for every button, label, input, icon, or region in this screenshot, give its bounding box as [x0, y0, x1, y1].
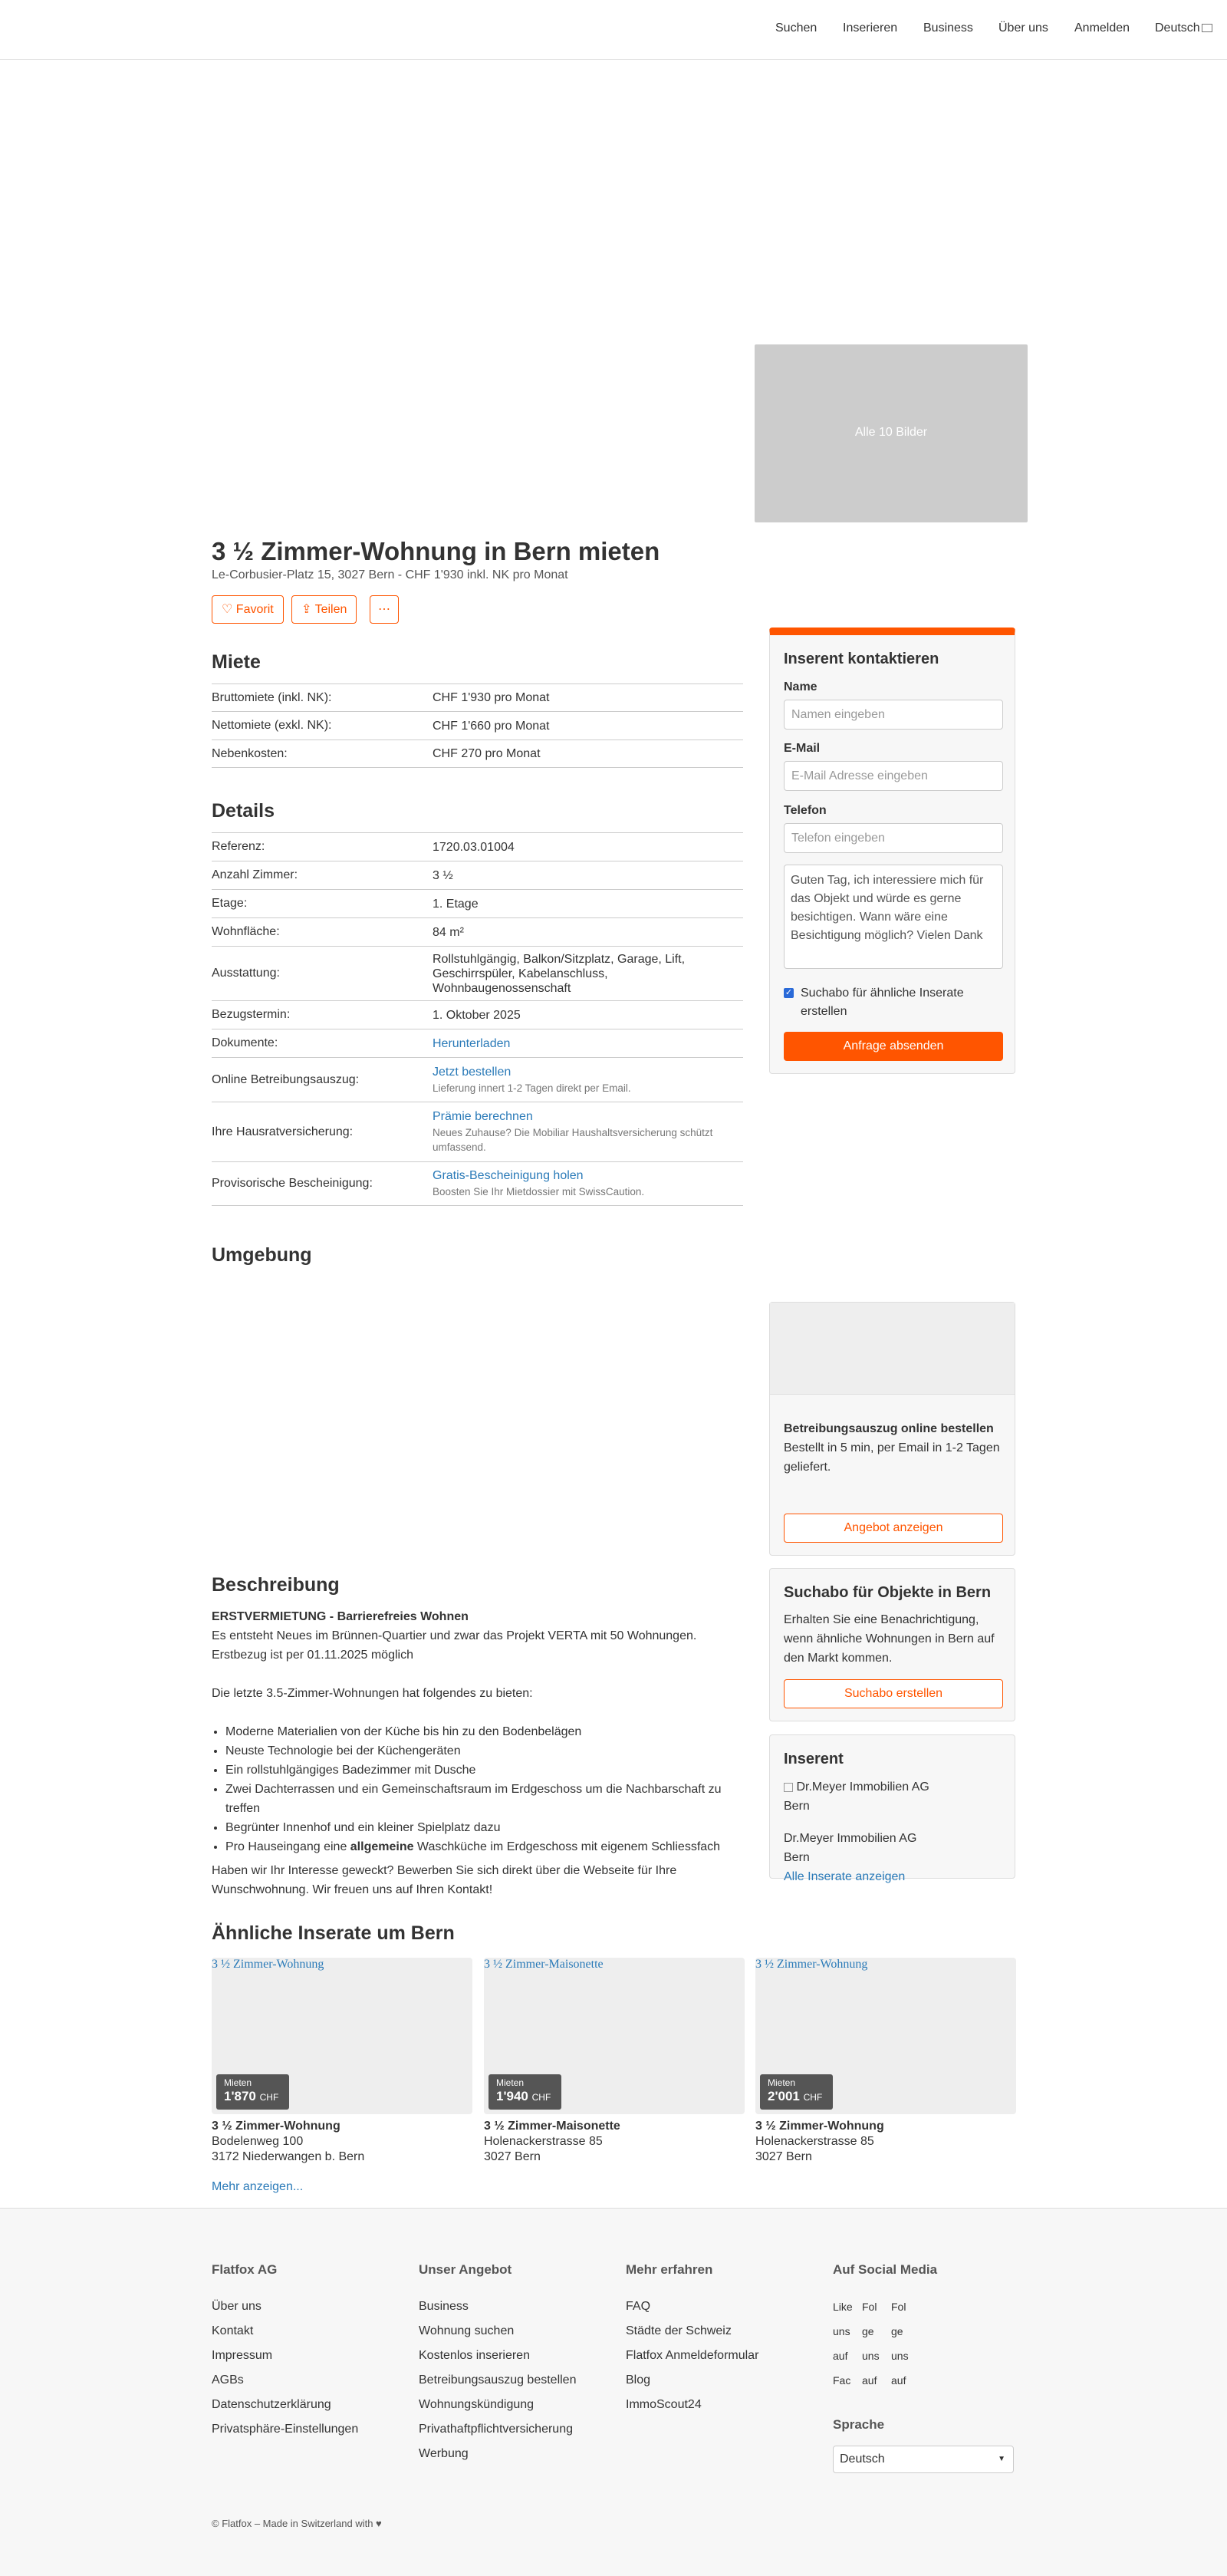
advertiser-heading: Inserent	[784, 1751, 844, 1767]
favorite-button[interactable]	[212, 595, 284, 624]
message-textarea[interactable]: Guten Tag, ich interessiere mich für das Objekt und würde es gerne besichtigen. Wann wäre eine Besichtigung möglich? Vielen Dank	[784, 865, 1003, 969]
image-alt: 3 ½ Zimmer-Wohnung	[212, 1958, 324, 1971]
currency: CHF	[803, 2092, 823, 2103]
flag-icon	[1202, 24, 1212, 32]
phone-field[interactable]: Telefon eingeben	[784, 823, 1003, 853]
feature-list	[225, 1722, 743, 1856]
search-alert-heading: Suchabo für Objekte in Bern	[784, 1584, 992, 1601]
contact-form-card	[769, 628, 1015, 1074]
listing-city: 3027 Bern	[484, 2150, 541, 2163]
footer-link[interactable]: Privathaftpflichtversicherung	[419, 2423, 573, 2436]
listing-street: Holenackerstrasse 85	[484, 2135, 603, 2148]
row-note: Lieferung innert 1-2 Tagen direkt per Email.	[433, 1082, 631, 1094]
footer-link[interactable]: FAQ	[626, 2300, 651, 2313]
search-alert-checkbox-row	[784, 984, 1006, 1021]
table-row	[212, 861, 743, 889]
row-key: Online Betreibungsauszug:	[212, 1072, 360, 1086]
row-value: CHF 1'660 pro Monat	[433, 719, 550, 733]
row-value: 1. Oktober 2025	[433, 1008, 521, 1022]
listing-title: 3 ½ Zimmer-Wohnung	[212, 2120, 340, 2133]
currency: CHF	[259, 2092, 279, 2103]
currency: CHF	[531, 2092, 551, 2103]
language-select[interactable]	[833, 2446, 1014, 2473]
details-heading: Details	[212, 800, 275, 822]
text: Waschküche im Erdgeschoss mit eigenem Schliessfach	[413, 1840, 721, 1853]
promo-text	[784, 1419, 1006, 1477]
list-item: • Neuste Technologie bei der Küchengeräten	[225, 1741, 743, 1761]
show-more-link[interactable]: Mehr anzeigen...	[212, 2180, 304, 2193]
rent-label: Mieten	[496, 2077, 525, 2088]
row-key: Referenz:	[212, 840, 265, 853]
list-item: • Zwei Dachterrassen und ein Gemeinschaftsraum im Erdgeschoss um die Nachbarschaft zu treffen	[225, 1780, 743, 1818]
price: 1'870	[224, 2089, 256, 2103]
details-table	[212, 832, 743, 1206]
promo-description: Bestellt in 5 min, per Email in 1-2 Tagen geliefert.	[784, 1441, 1000, 1474]
similar-listing-card[interactable]	[484, 1958, 745, 2165]
share-label: Teilen	[314, 603, 347, 616]
all-listings-link[interactable]: Alle Inserate anzeigen	[784, 1870, 906, 1883]
table-row	[212, 889, 743, 917]
phone-label: Telefon	[784, 804, 827, 817]
row-value: 1720.03.01004	[433, 840, 515, 854]
footer-link[interactable]: AGBs	[212, 2373, 244, 2387]
price-badge	[488, 2074, 561, 2110]
listing-image	[212, 1958, 472, 2114]
table-row	[212, 1057, 743, 1102]
table-row	[212, 946, 743, 1000]
rent-heading: Miete	[212, 651, 261, 673]
footer-col-company	[212, 2262, 358, 2442]
footer-link[interactable]: Kontakt	[212, 2324, 254, 2337]
rent-table	[212, 684, 743, 768]
row-value: Rollstuhlgängig, Balkon/Sitzplatz, Garage, Lift, Geschirrspüler, Kabelanschluss, Wohnbaugenossenschaft	[433, 952, 686, 995]
share-icon: ⇪	[301, 603, 312, 616]
footer-link[interactable]: Flatfox Anmeldeformular	[626, 2349, 759, 2362]
nav-language[interactable]	[1155, 21, 1212, 35]
footer-col-social	[833, 2262, 937, 2394]
checkbox-label: Suchabo für ähnliche Inserate erstellen	[801, 987, 964, 1018]
price: 2'001	[768, 2089, 800, 2103]
footer-col-offer	[419, 2262, 576, 2466]
advertiser-info	[784, 1777, 1006, 1886]
page-title: 3 ½ Zimmer-Wohnung in Bern mieten	[212, 537, 660, 565]
footer-link[interactable]: ImmoScout24	[626, 2398, 702, 2411]
language-label: Deutsch	[1155, 21, 1200, 35]
advertiser-city-small: Bern	[784, 1800, 810, 1813]
list-item: • Moderne Materialien von der Küche bis hin zu den Bodenbelägen	[225, 1722, 743, 1741]
footer-link[interactable]: Impressum	[212, 2349, 273, 2362]
download-documents-link[interactable]: Herunterladen	[433, 1036, 511, 1050]
row-key: Nebenkosten:	[212, 746, 288, 760]
similar-listing-card[interactable]	[755, 1958, 1016, 2165]
row-value: 1. Etage	[433, 897, 479, 911]
list-item: • Begrünter Innenhof und ein kleiner Spielplatz dazu	[225, 1818, 743, 1837]
footer-link[interactable]: Werbung	[419, 2447, 469, 2460]
calculate-premium-link[interactable]: Prämie berechnen	[433, 1110, 533, 1123]
footer-link[interactable]: Privatsphäre-Einstellungen	[212, 2423, 359, 2436]
nav-login[interactable]: Anmelden	[1074, 21, 1130, 35]
listing-subtitle: Le-Corbusier-Platz 15, 3027 Bern - CHF 1'930 inkl. NK pro Monat	[212, 568, 568, 581]
footer-col-learn	[626, 2262, 758, 2417]
image-gallery-button[interactable]	[755, 344, 1028, 522]
table-row	[212, 832, 743, 861]
row-value: CHF 270 pro Monat	[433, 747, 541, 760]
row-note: Neues Zuhause? Die Mobiliar Haushaltsversicherung schützt umfassend.	[433, 1127, 713, 1153]
share-button[interactable]	[291, 595, 357, 624]
email-field[interactable]: E-Mail Adresse eingeben	[784, 761, 1003, 791]
similar-heading: Ähnliche Inserate um Bern	[212, 1922, 455, 1944]
nav-business[interactable]: Business	[923, 21, 973, 35]
list-item: • Ein rollstuhlgängiges Badezimmer mit Dusche	[225, 1761, 743, 1780]
description-body	[212, 1607, 743, 1899]
similar-listing-card[interactable]	[212, 1958, 472, 2165]
image-alt: 3 ½ Zimmer-Wohnung	[755, 1958, 868, 1971]
instagram-icon[interactable]: Folge uns auf	[862, 2301, 880, 2387]
advertiser-logo	[784, 1777, 1006, 1797]
facebook-icon[interactable]: Like uns auf Fac	[833, 2301, 853, 2387]
row-key: Ihre Hausratversicherung:	[212, 1125, 354, 1138]
footer-link[interactable]: Blog	[626, 2373, 651, 2387]
image-alt: 3 ½ Zimmer-Maisonette	[484, 1958, 604, 1971]
text: Pro Hauseingang eine	[225, 1840, 350, 1853]
listing-street: Bodelenweg 100	[212, 2135, 304, 2148]
footer-link[interactable]: Business	[419, 2300, 469, 2313]
table-row	[212, 740, 743, 768]
table-row	[212, 917, 743, 946]
row-note: Boosten Sie Ihr Mietdossier mit SwissCaution.	[433, 1186, 645, 1197]
row-key: Bezugstermin:	[212, 1008, 291, 1021]
search-alert-text: Erhalten Sie eine Benachrichtigung, wenn ähnliche Wohnungen in Bern auf den Markt kommen.	[784, 1613, 995, 1665]
row-value: 3 ½	[433, 868, 453, 882]
row-key: Provisorische Bescheinigung:	[212, 1177, 373, 1190]
image-icon	[784, 1783, 793, 1792]
debt-extract-promo-card	[769, 1302, 1015, 1556]
list-item	[225, 1837, 743, 1856]
footer-link[interactable]: Städte der Schweiz	[626, 2324, 732, 2337]
description-paragraph: Erstbezug ist per 01.11.2025 möglich	[212, 1649, 413, 1662]
description-paragraph: Es entsteht Neues im Brünnen-Quartier und zwar das Projekt VERTA mit 50 Wohnungen.	[212, 1629, 697, 1642]
row-key: Dokumente:	[212, 1036, 278, 1049]
footer-link[interactable]: Betreibungsauszug bestellen	[419, 2373, 577, 2387]
price-badge	[216, 2074, 289, 2110]
footer-heading: Unser Angebot	[419, 2262, 512, 2277]
logo-alt: Dr.Meyer Immobilien AG	[796, 1780, 929, 1794]
favorite-label: Favorit	[235, 603, 274, 616]
description-heading: Beschreibung	[212, 1574, 340, 1596]
heart-icon: ♡	[222, 603, 233, 616]
table-row	[212, 711, 743, 740]
row-key: Ausstattung:	[212, 967, 280, 980]
listing-title: 3 ½ Zimmer-Wohnung	[755, 2120, 884, 2133]
order-debt-extract-link[interactable]: Jetzt bestellen	[433, 1065, 512, 1079]
footer-link[interactable]: Kostenlos inserieren	[419, 2349, 530, 2362]
name-field[interactable]: Namen eingeben	[784, 700, 1003, 730]
table-row	[212, 1161, 743, 1206]
create-search-alert-button[interactable]: Suchabo erstellen	[784, 1679, 1003, 1708]
footer-link[interactable]: Wohnungskündigung	[419, 2398, 535, 2411]
table-row	[212, 1102, 743, 1161]
rent-label: Mieten	[768, 2077, 796, 2088]
listing-city: 3027 Bern	[755, 2150, 812, 2163]
more-icon: ⋯	[378, 603, 390, 616]
footer	[0, 2208, 1227, 2576]
contact-heading: Inserent kontaktieren	[784, 651, 939, 667]
promo-title: Betreibungsauszug online bestellen	[784, 1422, 994, 1435]
listing-title: 3 ½ Zimmer-Maisonette	[484, 2120, 620, 2133]
footer-heading: Flatfox AG	[212, 2262, 278, 2277]
listing-image	[755, 1958, 1016, 2114]
footer-link[interactable]: Über uns	[212, 2300, 262, 2313]
promo-image	[770, 1303, 1015, 1395]
description-lead: ERSTVERMIETUNG - Barrierefreies Wohnen	[212, 1610, 469, 1623]
description-paragraph: Die letzte 3.5-Zimmer-Wohnungen hat folgendes zu bieten:	[212, 1687, 533, 1700]
row-key: Anzahl Zimmer:	[212, 868, 298, 881]
nav-advertise[interactable]: Inserieren	[843, 21, 898, 35]
nav-about[interactable]: Über uns	[998, 21, 1048, 35]
name-label: Name	[784, 680, 817, 693]
row-key: Wohnfläche:	[212, 925, 280, 938]
row-value: 84 m²	[433, 925, 464, 939]
advertiser-city: Bern	[784, 1851, 810, 1864]
table-row	[212, 1000, 743, 1029]
footer-heading: Mehr erfahren	[626, 2262, 713, 2277]
more-options-button[interactable]	[370, 595, 399, 624]
row-key: Etage:	[212, 897, 248, 910]
table-row	[212, 1029, 743, 1057]
listing-city: 3172 Niederwangen b. Bern	[212, 2150, 365, 2163]
nav-search[interactable]: Suchen	[775, 21, 817, 35]
language-value: Deutsch	[840, 2452, 885, 2466]
listing-street: Holenackerstrasse 85	[755, 2135, 874, 2148]
language-heading: Sprache	[833, 2417, 885, 2432]
surroundings-heading: Umgebung	[212, 1244, 312, 1266]
row-value: CHF 1'930 pro Monat	[433, 691, 550, 704]
description-closing: Haben wir Ihr Interesse geweckt? Bewerben Sie sich direkt über die Webseite für Ihre Wunschwohnung. Wir freuen uns auf Ihren Kontakt!	[212, 1864, 677, 1896]
footer-link[interactable]: Datenschutzerklärung	[212, 2398, 331, 2411]
linkedin-icon[interactable]: Folge uns auf	[891, 2301, 909, 2387]
emphasis: allgemeine	[350, 1840, 414, 1853]
submit-request-button[interactable]: Anfrage absenden	[784, 1032, 1003, 1061]
gallery-label: Alle 10 Bilder	[854, 426, 928, 439]
footer-link[interactable]: Wohnung suchen	[419, 2324, 515, 2337]
advertiser-name: Dr.Meyer Immobilien AG	[784, 1832, 917, 1845]
footer-heading: Auf Social Media	[833, 2262, 938, 2277]
row-key: Nettomiete (exkl. NK):	[212, 719, 332, 732]
rent-label: Mieten	[224, 2077, 252, 2088]
show-offer-button[interactable]: Angebot anzeigen	[784, 1514, 1003, 1543]
search-alert-card	[769, 1568, 1015, 1721]
advertiser-card	[769, 1734, 1015, 1883]
row-key: Bruttomiete (inkl. NK):	[212, 690, 332, 704]
price: 1'940	[496, 2089, 528, 2103]
top-navigation	[0, 0, 1227, 60]
price-badge	[760, 2074, 833, 2110]
email-label: E-Mail	[784, 742, 821, 755]
copyright: © Flatfox – Made in Switzerland with ♥	[212, 2518, 382, 2529]
chevron-down-icon: ▼	[998, 2455, 1005, 2463]
listing-image	[484, 1958, 745, 2114]
free-certificate-link[interactable]: Gratis-Bescheinigung holen	[433, 1169, 584, 1182]
checkbox[interactable]: ✓	[785, 988, 793, 997]
table-row	[212, 684, 743, 711]
